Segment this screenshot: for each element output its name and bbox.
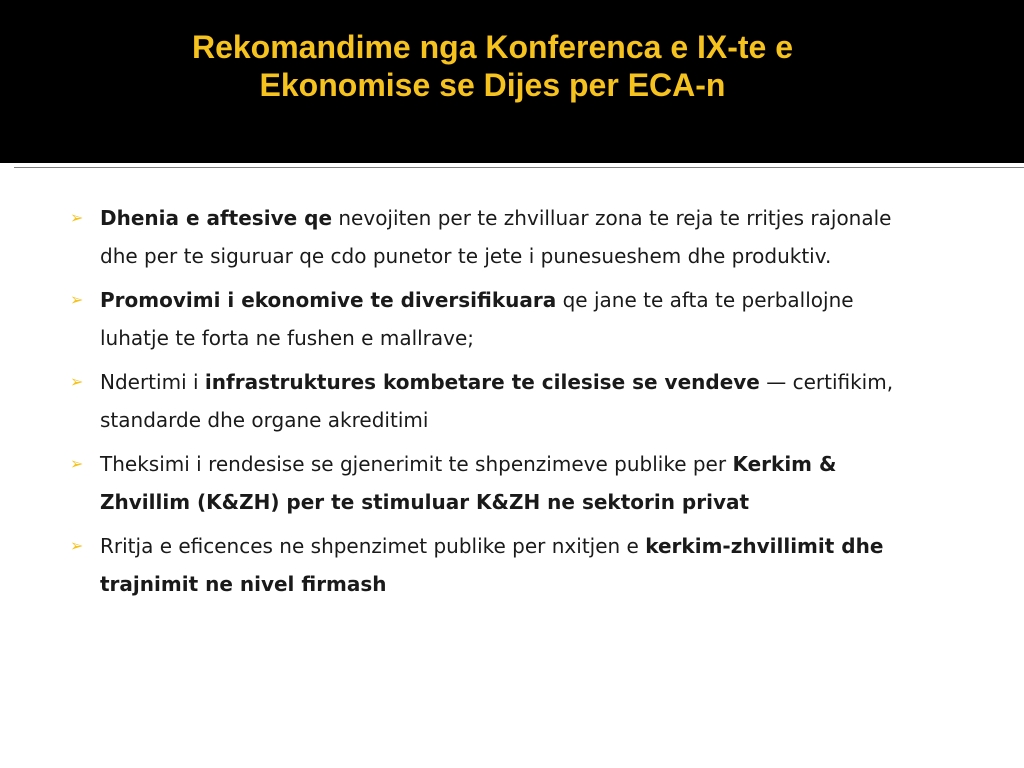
bullet-text: Rritja e eficences ne shpenzimet publike per nxitjen e xyxy=(100,534,646,558)
bullet-item-diversified-economies xyxy=(70,281,900,357)
bullet-bold-text: infrastruktures kombetare te cilesise se vendeve xyxy=(204,370,760,394)
arrow-bullet-icon: ➢ xyxy=(70,372,84,391)
bullet-bold-text: Promovimi i ekonomive te diversifikuara xyxy=(100,288,557,312)
bullet-bold-text: Kerkim & Zhvillim (K&ZH) per te stimuluar K&ZH ne sektorin privat xyxy=(100,452,837,514)
arrow-bullet-icon: ➢ xyxy=(70,290,84,309)
arrow-bullet-icon: ➢ xyxy=(70,208,84,227)
slide-title-line-2: Ekonomise se Dijes per ECA-n xyxy=(259,67,726,103)
header-divider xyxy=(0,160,1024,162)
bullet-item-skills xyxy=(70,199,900,275)
bullet-bold-text: kerkim-zhvillimit dhe trajnimit ne nivel firmash xyxy=(100,534,884,596)
bullet-list xyxy=(70,199,900,609)
slide-title xyxy=(40,28,945,104)
bullet-text: qe jane te afta te perballojne luhatje te forta ne fushen e mallrave; xyxy=(100,288,854,350)
bullet-text: nevojiten per te zhvilluar zona te reja te rritjes rajonale dhe per te siguruar qe cdo punetor te jete i punesueshem dhe produktiv. xyxy=(100,206,892,268)
content-top-rule xyxy=(14,167,1024,168)
bullet-item-rnd-spending xyxy=(70,445,900,521)
bullet-text: Theksimi i rendesise se gjenerimit te shpenzimeve publike per xyxy=(100,452,733,476)
slide-header xyxy=(0,0,1024,158)
bullet-text: — certifikim, standarde dhe organe akreditimi xyxy=(100,370,894,432)
slide-content xyxy=(0,163,1024,768)
arrow-bullet-icon: ➢ xyxy=(70,536,84,555)
bullet-bold-text: Dhenia e aftesive qe xyxy=(100,206,333,230)
slide-title-line-1: Rekomandime nga Konferenca e IX-te e xyxy=(191,29,794,65)
bullet-item-quality-infrastructure xyxy=(70,363,900,439)
bullet-item-efficiency xyxy=(70,527,900,603)
arrow-bullet-icon: ➢ xyxy=(70,454,84,473)
bullet-text: Ndertimi i xyxy=(100,370,205,394)
